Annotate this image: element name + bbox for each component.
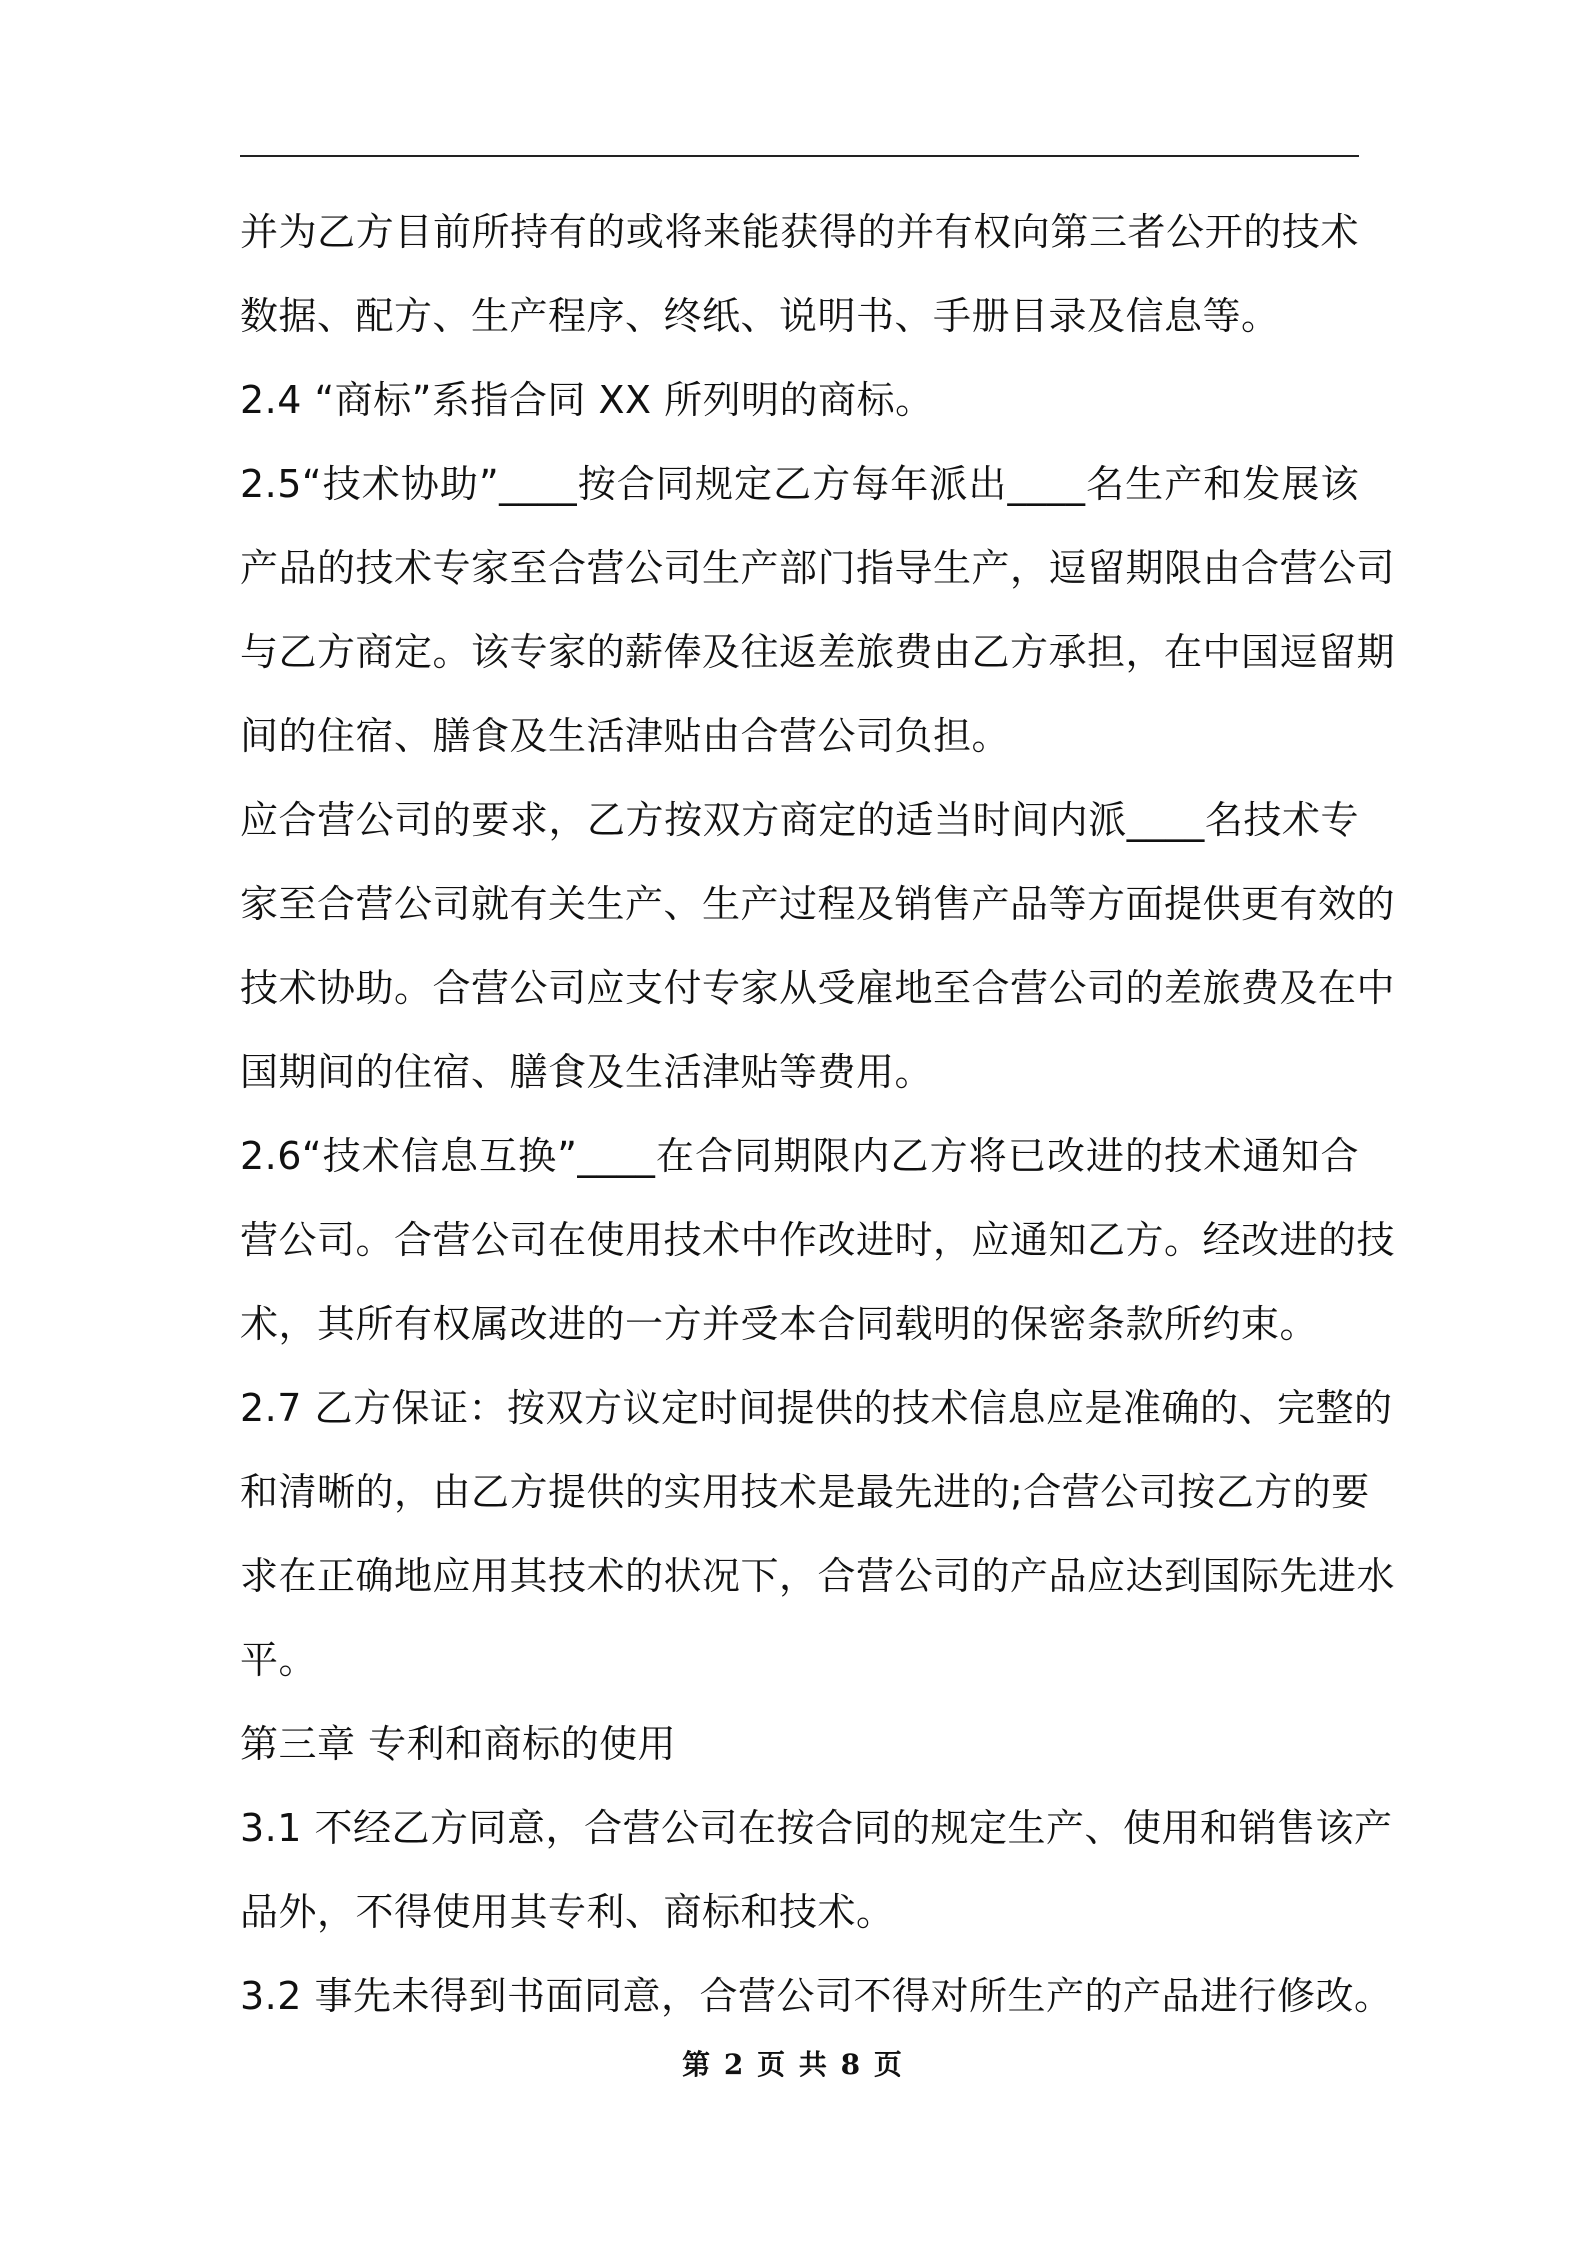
text-line: 平。 (240, 1638, 318, 1682)
text-line: 2.4 “商标”系指合同 XX 所列明的商标。 (240, 378, 934, 422)
text-line: 营公司。合营公司在使用技术中作改进时，应通知乙方。经改进的技 (240, 1218, 1396, 1262)
document-body (240, 190, 1396, 2038)
text-line: 2.5“技术协助”____按合同规定乙方每年派出____名生产和发展该 (240, 462, 1359, 506)
text-line: 间的住宿、膳食及生活津贴由合营公司负担。 (240, 714, 1011, 758)
text-line: 2.7 乙方保证：按双方议定时间提供的技术信息应是准确的、完整的 (240, 1386, 1393, 1430)
text-line: 数据、配方、生产程序、终纸、说明书、手册目录及信息等。 (240, 294, 1280, 338)
text-line: 2.6“技术信息互换”____在合同期限内乙方将已改进的技术通知合 (240, 1134, 1359, 1178)
text-line: 和清晰的，由乙方提供的实用技术是最先进的;合营公司按乙方的要 (240, 1470, 1370, 1514)
text-line: 3.1 不经乙方同意，合营公司在按合同的规定生产、使用和销售该产 (240, 1806, 1393, 1850)
text-line: 与乙方商定。该专家的薪俸及往返差旅费由乙方承担，在中国逗留期 (240, 630, 1396, 674)
text-line: 家至合营公司就有关生产、生产过程及销售产品等方面提供更有效的 (240, 882, 1396, 926)
text-line: 应合营公司的要求，乙方按双方商定的适当时间内派____名技术专 (240, 798, 1359, 842)
text-line: 并为乙方目前所持有的或将来能获得的并有权向第三者公开的技术 (240, 210, 1359, 254)
text-line: 术，其所有权属改进的一方并受本合同载明的保密条款所约束。 (240, 1302, 1319, 1346)
text-line: 第三章 专利和商标的使用 (240, 1722, 677, 1766)
text-line: 技术协助。合营公司应支付专家从受雇地至合营公司的差旅费及在中 (240, 966, 1396, 1010)
page-footer: 第 2 页 共 8 页 (682, 2048, 904, 2081)
header-rule (240, 155, 1359, 157)
text-line: 求在正确地应用其技术的状况下，合营公司的产品应达到国际先进水 (240, 1554, 1396, 1598)
text-line: 产品的技术专家至合营公司生产部门指导生产，逗留期限由合营公司 (240, 546, 1396, 590)
text-line: 3.2 事先未得到书面同意，合营公司不得对所生产的产品进行修改。 (240, 1974, 1393, 2018)
text-line: 品外，不得使用其专利、商标和技术。 (240, 1890, 895, 1934)
text-line: 国期间的住宿、膳食及生活津贴等费用。 (240, 1050, 934, 1094)
